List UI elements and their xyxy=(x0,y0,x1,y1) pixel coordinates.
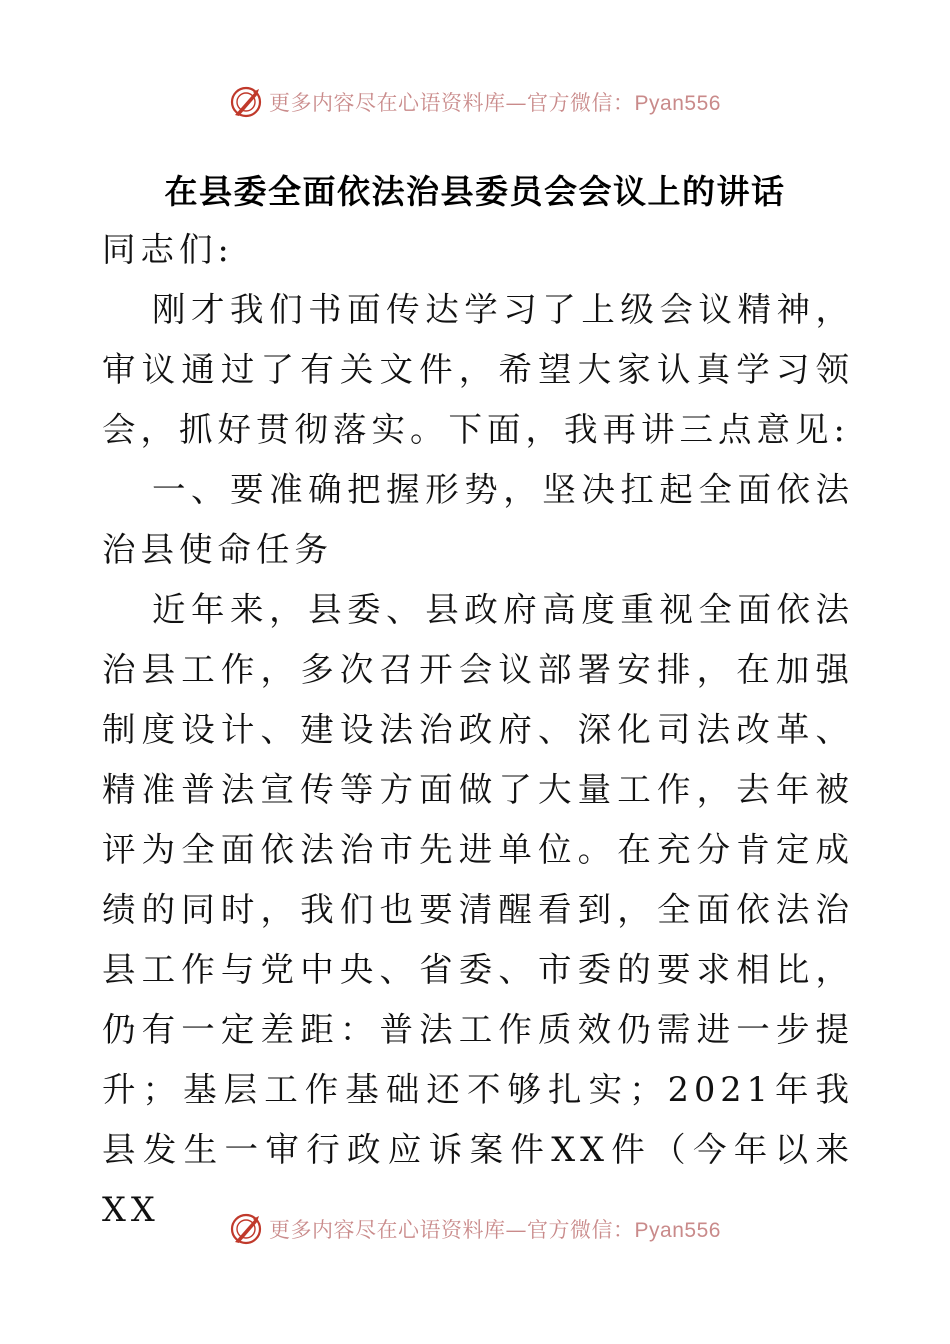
watermark-label: 更多内容尽在心语资料库—官方微信： xyxy=(269,1218,635,1242)
watermark-label: 更多内容尽在心语资料库—官方微信： xyxy=(269,91,635,115)
document-body xyxy=(102,220,854,1240)
page-title: 在县委全面依法治县委员会会议上的讲话 xyxy=(164,172,786,211)
watermark-text xyxy=(269,87,721,117)
quill-logo-icon xyxy=(229,1212,263,1246)
header-watermark xyxy=(0,82,950,122)
footer-watermark xyxy=(0,1209,950,1249)
section-heading-1: 一、要准确把握形势，坚决扛起全面依法治县使命任务 xyxy=(102,470,854,569)
salutation: 同志们: xyxy=(102,230,234,269)
quill-logo-icon xyxy=(229,85,263,119)
paragraph-section-1: 近年来，县委、县政府高度重视全面依法治县工作，多次召开会议部署安排，在加强制度设计、建设法治政府、深化司法改革、精准普法宣传等方面做了大量工作，去年被评为全面依法治市先进单位。在充分肯定成绩的同时，我们也要清醒看到，全面依法治县工作与党中央、省委、市委的要求相比，仍有一定差距：普法工作质效仍需进一步提升；基层工作基础还不够扎实；2021年我县发生一审行政应诉案件XX件（今年以来XX xyxy=(102,590,854,1229)
paragraph-intro: 刚才我们书面传达学习了上级会议精神，审议通过了有关文件，希望大家认真学习领会，抓好贯彻落实。下面，我再讲三点意见: xyxy=(102,290,854,449)
watermark-wechat-id: Pyan556 xyxy=(634,1219,721,1242)
watermark-wechat-id: Pyan556 xyxy=(634,92,721,115)
watermark-text xyxy=(269,1214,721,1244)
